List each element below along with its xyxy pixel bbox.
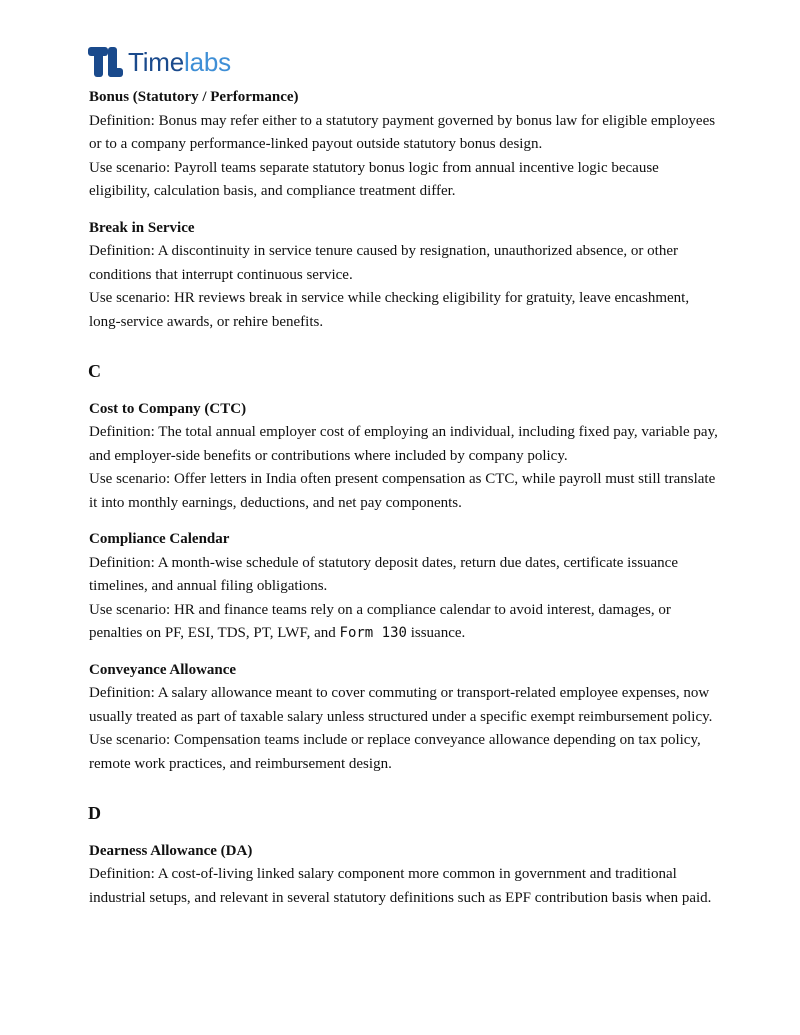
glossary-entry-dearness-allowance (89, 840, 719, 911)
entry-use-scenario: Use scenario: Compensation teams include or replace conveyance allowance depending on tax policy, remote work practices, and reimbursement design. (89, 732, 701, 772)
entry-use-scenario (89, 599, 719, 646)
entry-definition: Definition: A salary allowance meant to cover commuting or transport-related employee expenses, now usually treated as part of taxable salary unless structured under a specific exempt reimbursement policy. (89, 685, 713, 725)
timelabs-mark-icon (88, 45, 124, 79)
entry-definition: Definition: A cost-of-living linked salary component more common in government and traditional industrial setups, and relevant in several statutory definitions such as EPF contribution basis when paid. (89, 866, 712, 906)
form-code: Form 130 (339, 625, 407, 641)
glossary-entry-break-in-service (89, 217, 719, 335)
entry-term: Bonus (Statutory / Performance) (89, 89, 299, 105)
glossary-entry-ctc (89, 398, 719, 516)
entry-term: Cost to Company (CTC) (89, 400, 247, 417)
glossary-entry-conveyance-allowance (89, 659, 719, 777)
entry-use-scenario: Use scenario: HR reviews break in service while checking eligibility for gratuity, leave encashment, long-service awards, or rehire benefits. (89, 290, 690, 330)
glossary-entry-bonus (89, 86, 719, 204)
glossary-content (89, 86, 719, 923)
entry-term: Break in Service (89, 219, 195, 236)
entry-use-scenario: Use scenario: Payroll teams separate statutory bonus logic from annual incentive logic because eligibility, calculation basis, and compliance treatment differ. (89, 159, 659, 199)
logo-wordmark (128, 49, 231, 75)
entry-definition: Definition: A month-wise schedule of statutory deposit dates, return due dates, certificate issuance timelines, and annual filing obligations. (89, 554, 678, 594)
use-scenario-text-end: issuance. (406, 625, 466, 641)
logo-wordmark-part2: labs (184, 47, 231, 77)
section-letter-c: C (88, 361, 101, 381)
entry-term: Dearness Allowance (DA) (89, 842, 253, 859)
entry-definition: Definition: The total annual employer cost of employing an individual, including fixed pay, variable pay, and employer-side benefits or contributions where included by company policy. (89, 424, 718, 464)
entry-term: Compliance Calendar (89, 531, 230, 547)
glossary-entry-compliance-calendar (89, 528, 719, 646)
use-scenario-text: Use scenario: HR and finance teams rely on a compliance calendar to avoid interest, damages, or penalties on PF, ESI, TDS, PT, LWF, and (89, 601, 671, 641)
entry-definition: Definition: Bonus may refer either to a statutory payment governed by bonus law for eligible employees or to a company performance-linked payout outside statutory bonus design. (89, 112, 716, 152)
logo-wordmark-part1: Time (128, 47, 185, 77)
entry-use-scenario: Use scenario: Offer letters in India often present compensation as CTC, while payroll must still translate it into monthly earnings, deductions, and net pay components. (89, 471, 716, 511)
entry-term: Conveyance Allowance (89, 661, 237, 678)
entry-definition: Definition: A discontinuity in service tenure caused by resignation, unauthorized absence, or other conditions that interrupt continuous service. (89, 243, 678, 283)
timelabs-logo (88, 44, 231, 80)
section-letter-d: D (88, 803, 101, 823)
